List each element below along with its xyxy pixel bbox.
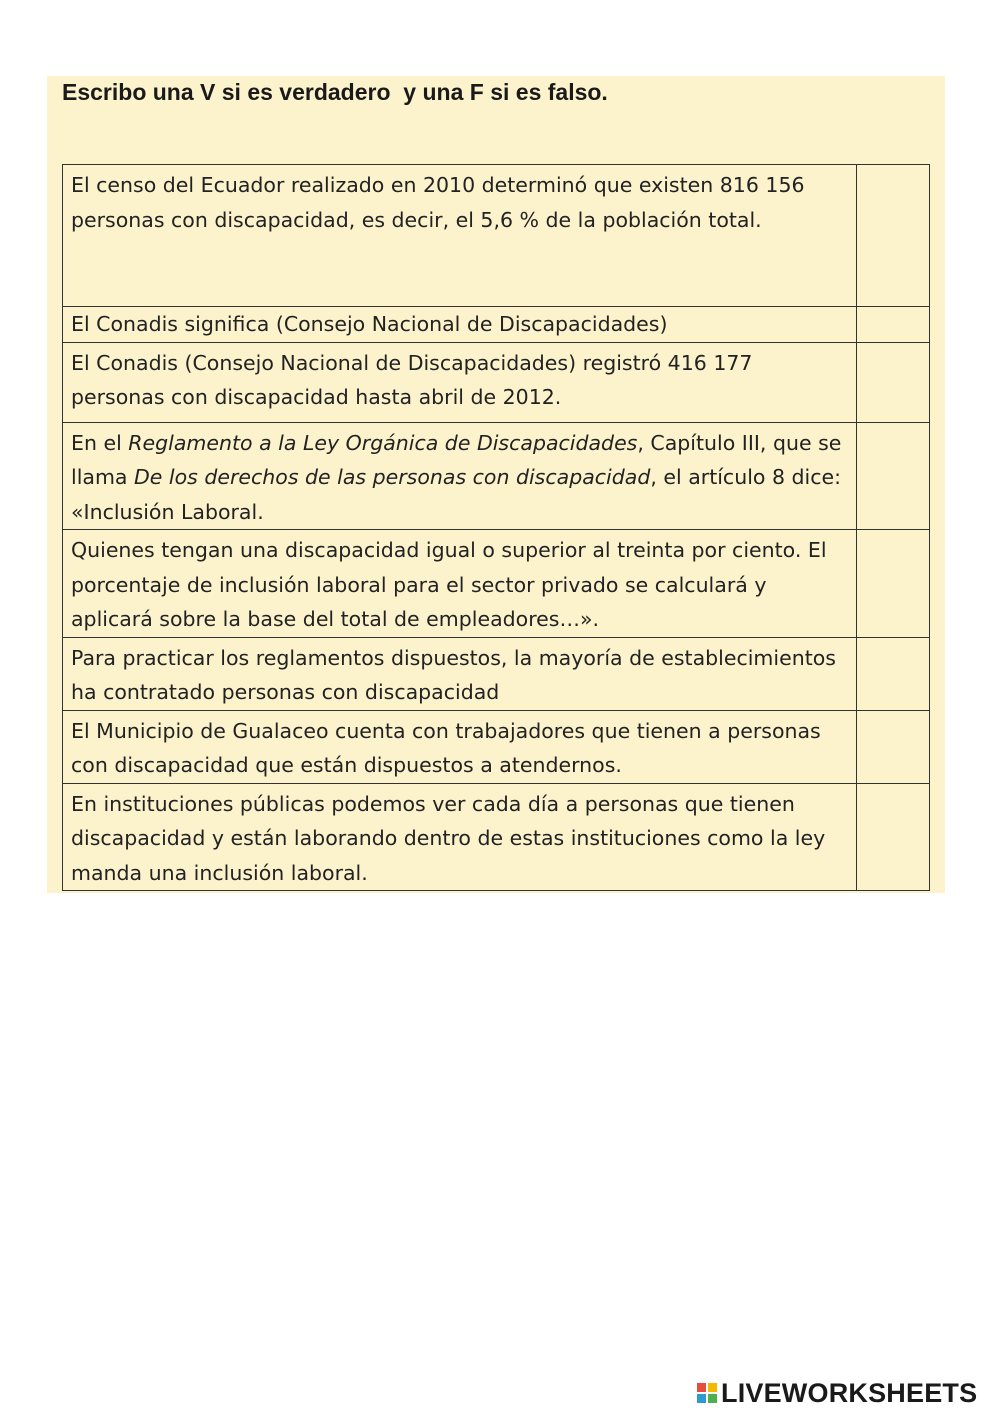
answer-input[interactable] — [857, 344, 929, 374]
answer-cell[interactable] — [857, 530, 930, 638]
logo-text: LIVEWORKSHEETS — [721, 1377, 978, 1408]
answer-input[interactable] — [857, 639, 929, 669]
statement-row — [63, 710, 930, 783]
statement-text — [63, 307, 857, 343]
statement-text-part: Para practicar los reglamentos dispuestos, la mayoría de establecimientos ha contratado personas con discapacidad — [71, 645, 836, 704]
statement-text-part: Quienes tengan una discapacidad igual o superior al treinta por ciento. El porcentaje de inclusión laboral para el sector privado se calculará y aplicará sobre la base del total de empleadores…». — [71, 538, 827, 631]
answer-cell[interactable] — [857, 783, 930, 891]
statement-text — [63, 783, 857, 891]
statement-text-part: El Conadis (Consejo Nacional de Discapacidades) registró 416 177 personas con discapacidad hasta abril de 2012. — [71, 350, 753, 409]
answer-cell[interactable] — [857, 165, 930, 307]
statement-row — [63, 783, 930, 891]
statement-text-part: El censo del Ecuador realizado en 2010 determinó que existen 816 156 personas con discapacidad, es decir, el 5,6 % de la población total. — [71, 173, 805, 232]
answer-cell[interactable] — [857, 710, 930, 783]
statement-text — [63, 710, 857, 783]
true-false-table — [62, 164, 930, 891]
answer-cell[interactable] — [857, 637, 930, 710]
statement-text — [63, 165, 857, 307]
answer-cell[interactable] — [857, 307, 930, 343]
answer-input[interactable] — [857, 308, 929, 338]
answer-cell[interactable] — [857, 422, 930, 530]
statement-text — [63, 422, 857, 530]
statement-text — [63, 637, 857, 710]
logo-square-4 — [708, 1394, 717, 1403]
answer-input[interactable] — [857, 785, 929, 815]
statement-text-part: El Municipio de Gualaceo cuenta con trabajadores que tienen a personas con discapacidad que están dispuestos a atendernos. — [71, 718, 821, 777]
logo-square-1 — [697, 1383, 706, 1392]
statement-text-part: En instituciones públicas podemos ver cada día a personas que tienen discapacidad y están laborando dentro de estas instituciones como la ley manda una inclusión laboral. — [71, 791, 826, 885]
statement-text — [63, 530, 857, 638]
statement-row — [63, 342, 930, 422]
statement-row — [63, 165, 930, 307]
logo-mark-icon — [697, 1383, 717, 1403]
statement-text-part: , Capítulo III, que se llama — [71, 430, 842, 489]
answer-input[interactable] — [857, 166, 929, 196]
logo-square-2 — [708, 1383, 717, 1392]
statement-text-part: En el — [71, 430, 129, 455]
instructions-heading: Escribo una V si es verdadero y una F si es falso. — [62, 79, 608, 105]
statement-italic-text: Reglamento a la Ley Orgánica de Discapacidades — [128, 430, 638, 455]
answer-cell[interactable] — [857, 342, 930, 422]
statement-text-part: El Conadis significa (Consejo Nacional de Discapacidades) — [71, 312, 668, 336]
statement-text-part: , el artículo 8 dice: «Inclusión Laboral. — [71, 465, 841, 524]
answer-input[interactable] — [857, 424, 929, 454]
statement-row — [63, 530, 930, 638]
answer-input[interactable] — [857, 531, 929, 561]
logo-square-3 — [697, 1394, 706, 1403]
statement-row — [63, 637, 930, 710]
statement-italic-text: De los derechos de las personas con discapacidad — [134, 465, 651, 489]
answer-input[interactable] — [857, 712, 929, 742]
statement-row — [63, 422, 930, 530]
liveworksheets-logo — [697, 1376, 977, 1410]
statement-row — [63, 307, 930, 343]
statement-text — [63, 342, 857, 422]
